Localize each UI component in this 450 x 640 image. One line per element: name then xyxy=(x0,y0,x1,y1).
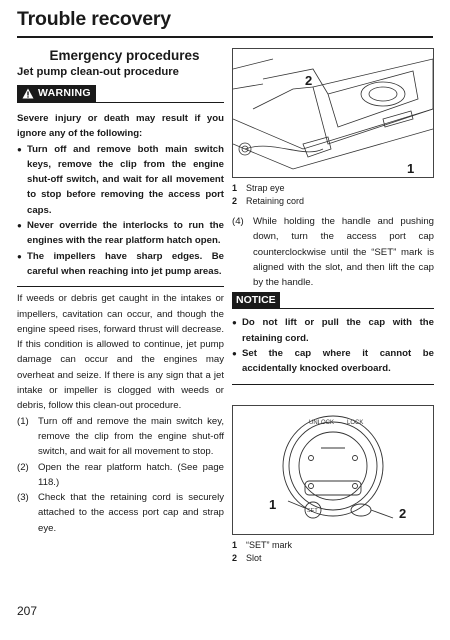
step-number: (4) xyxy=(232,216,244,227)
legend-text: Slot xyxy=(246,552,262,563)
page-title: Trouble recovery xyxy=(17,8,171,30)
dial-set-label: SET xyxy=(307,507,318,514)
page-number: 207 xyxy=(17,604,38,618)
legend-num: 2 xyxy=(232,552,238,563)
notice-rule xyxy=(232,308,434,309)
step-item xyxy=(17,460,224,491)
step-item xyxy=(17,490,224,536)
figure1-legend xyxy=(232,182,434,208)
steps-list-continued xyxy=(232,214,434,290)
step-item xyxy=(17,414,224,460)
warning-lead: Severe injury or death may result if you ignore any of the following: xyxy=(17,113,224,140)
step-number: (3) xyxy=(17,492,29,504)
notice-end-rule xyxy=(232,384,434,385)
warning-item: ● Never override the interlocks to run the engines with the rear platform hatch open. xyxy=(17,218,224,249)
dial-unlock-label: UNLOCK xyxy=(309,419,335,426)
legend-text: Retaining cord xyxy=(246,196,305,206)
page-header xyxy=(17,8,433,31)
step-text: Turn off and remove the main switch key, remove the clip from the engine shut-off switch, and wait for all movement to stop. xyxy=(38,415,224,458)
figure2-legend xyxy=(232,539,434,565)
dial-lock-label: LOCK xyxy=(347,419,364,426)
legend-num: 1 xyxy=(232,539,238,550)
access-port-cap-illustration xyxy=(233,406,433,534)
steps-list xyxy=(17,414,224,536)
warning-item: ● The impellers have sharp edges. Be careful when reaching into jet pump areas. xyxy=(17,249,224,280)
warning-rule xyxy=(17,102,224,103)
step-text: Check that the retaining cord is securely attached to the access port cap and strap eye. xyxy=(38,492,224,534)
warning-triangle-icon xyxy=(22,88,34,99)
step-number: (2) xyxy=(17,461,29,473)
section-title: Emergency procedures xyxy=(49,48,200,63)
notice-item: ● Do not lift or pull the cap with the retaining cord. xyxy=(232,315,434,346)
legend-item xyxy=(232,539,434,552)
notice-list xyxy=(232,315,434,376)
warning-item: ● Turn off and remove both main switch keys, remove the clip from the engine shut-off switch, and wait for all movement to stop before removing the access port caps. xyxy=(17,142,224,218)
step-text: Open the rear platform hatch. (See page 118.) xyxy=(38,461,224,488)
warning-label: WARNING xyxy=(38,86,91,99)
step-number: (1) xyxy=(17,415,29,427)
legend-num: 1 xyxy=(232,183,238,193)
warning-header xyxy=(17,85,224,103)
legend-text: “SET” mark xyxy=(246,539,292,550)
notice-header xyxy=(232,292,434,309)
step-text: While holding the handle and pushing down, turn the access port cap counterclockwise until the “SET” mark is aligned with the slot, and then lift the cap by the handle. xyxy=(253,216,434,289)
figure-strap-eye xyxy=(232,48,434,178)
intro-paragraph: If weeds or debris get caught in the intakes or impellers, cavitation can occur, and though the engine speed rises, forward thrust will decrease. If this condition is allowed to continue, jet pump damage can occur and the engines may overheat and seize. If there is any sign that a jet intake or impeller is clogged with weeds or debris, follow this clean-out procedure. xyxy=(17,293,224,412)
legend-item xyxy=(232,552,434,565)
legend-item xyxy=(232,182,434,195)
notice-badge: NOTICE xyxy=(232,292,280,308)
warning-end-rule xyxy=(17,286,224,287)
warning-list xyxy=(17,142,224,280)
figure2-callout: 1 xyxy=(269,496,277,512)
figure1-callout: 1 xyxy=(407,161,415,176)
legend-num: 2 xyxy=(232,196,238,206)
left-column xyxy=(17,48,224,536)
figure-access-port-cap xyxy=(232,405,434,535)
warning-badge xyxy=(17,85,96,102)
legend-item xyxy=(232,195,434,208)
right-column xyxy=(232,48,434,571)
figure2-callout: 2 xyxy=(399,505,407,521)
notice-item: ● Set the cap where it cannot be accidentally knocked overboard. xyxy=(232,346,434,377)
legend-text: Strap eye xyxy=(246,183,285,193)
subsection-title: Jet pump clean-out procedure xyxy=(17,66,179,78)
figure1-callout: 2 xyxy=(305,73,313,88)
header-rule xyxy=(17,36,433,38)
step-item xyxy=(232,214,434,290)
jet-pump-hatch-illustration xyxy=(233,49,433,177)
